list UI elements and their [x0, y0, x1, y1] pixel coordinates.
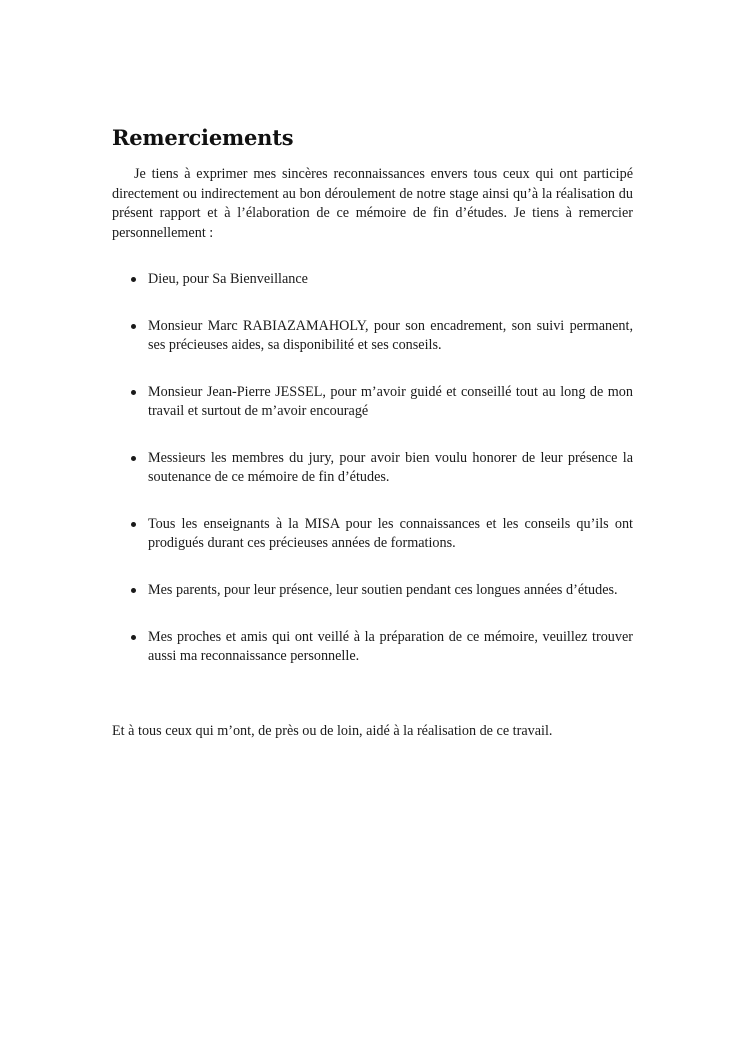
closing-paragraph: Et à tous ceux qui m’ont, de près ou de loin, aidé à la réalisation de ce travail.: [112, 723, 553, 739]
bullet-icon: [131, 324, 136, 329]
list-item-text: Monsieur Marc RABIAZAMAHOLY, pour son encadrement, son suivi permanent, ses précieuses aides, sa disponibilité et ses conseils.: [148, 318, 633, 353]
bullet-icon: [131, 635, 136, 640]
list-item: [112, 449, 633, 487]
list-item-text: Monsieur Jean-Pierre JESSEL, pour m’avoir guidé et conseillé tout au long de mon travail et surtout de m’avoir encouragé: [148, 384, 633, 419]
list-item-text: Mes parents, pour leur présence, leur soutien pendant ces longues années d’études.: [148, 582, 618, 598]
list-item: [112, 270, 633, 289]
bullet-icon: [131, 522, 136, 527]
list-item: [112, 581, 633, 600]
list-item-text: Dieu, pour Sa Bienveillance: [148, 271, 308, 287]
list-item: [112, 317, 633, 355]
bullet-icon: [131, 588, 136, 593]
list-item: [112, 515, 633, 553]
list-item-text: Messieurs les membres du jury, pour avoir bien voulu honorer de leur présence la soutenance de ce mémoire de fin d’études.: [148, 450, 633, 485]
list-item-text: Tous les enseignants à la MISA pour les connaissances et les conseils qu’ils ont prodigués durant ces précieuses années de formations.: [148, 516, 633, 551]
document-page: [112, 0, 633, 1053]
list-item: [112, 383, 633, 421]
bullet-icon: [131, 277, 136, 282]
page-title: Remerciements: [112, 125, 294, 150]
bullet-icon: [131, 456, 136, 461]
list-item: [112, 628, 633, 666]
intro-paragraph: Je tiens à exprimer mes sincères reconnaissances envers tous ceux qui ont participé directement ou indirectement au bon déroulement de notre stage ainsi qu’à la réalisation du présent rapport et à l’élaboration de ce mémoire de fin d’études. Je tiens à remercier personnellement :: [112, 166, 633, 241]
bullet-icon: [131, 390, 136, 395]
list-item-text: Mes proches et amis qui ont veillé à la préparation de ce mémoire, veuillez trouver aussi ma reconnaissance personnelle.: [148, 629, 633, 664]
acknowledgement-list: [112, 270, 633, 694]
